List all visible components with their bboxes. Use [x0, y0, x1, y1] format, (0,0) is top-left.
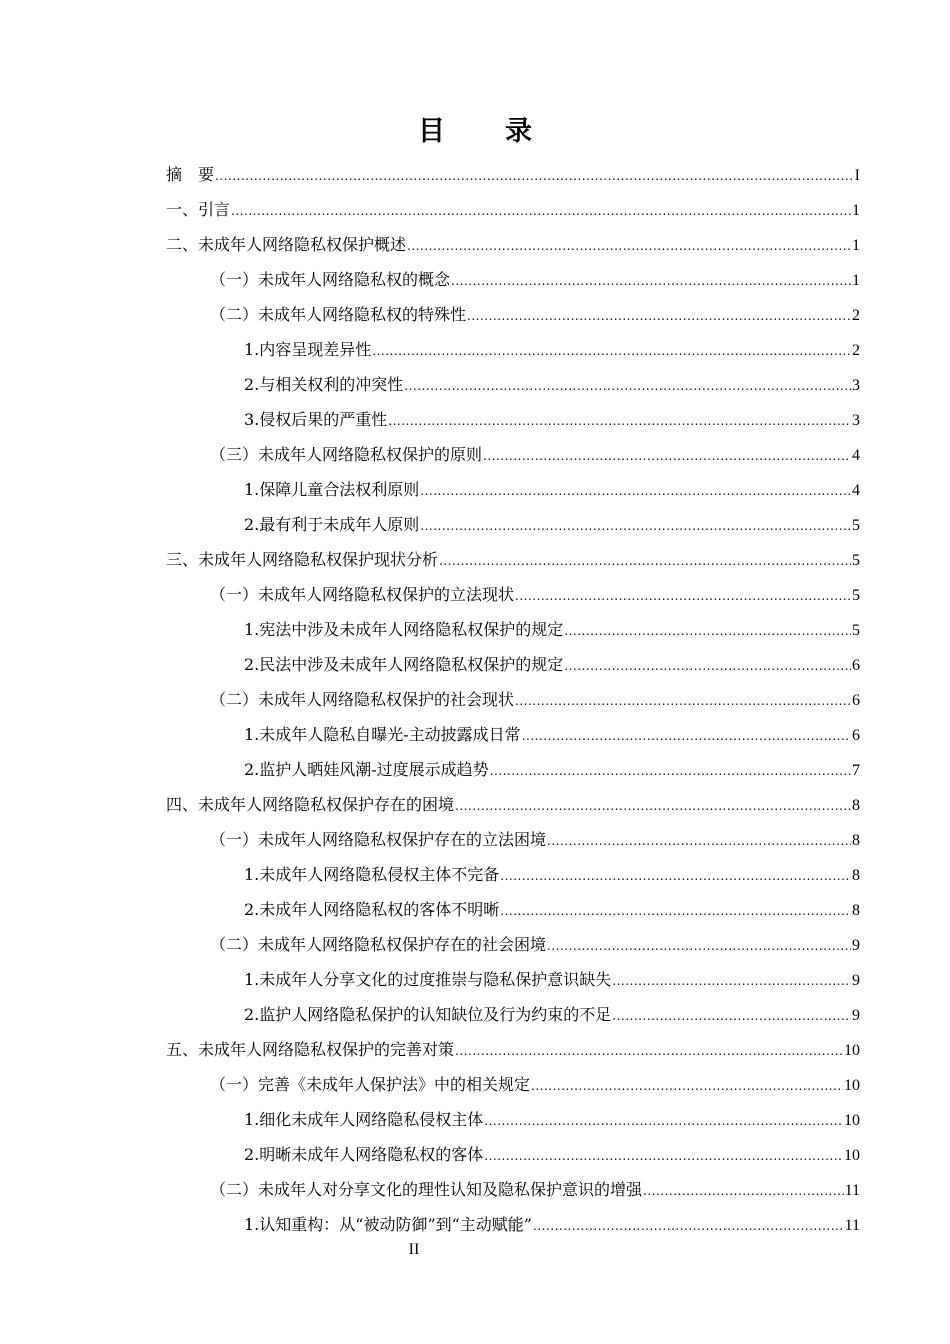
- toc-entry-label: 2.监护人网络隐私保护的认知缺位及行为约束的不足: [244, 1005, 612, 1024]
- toc-dot-leader: [215, 159, 854, 194]
- toc-entry[interactable]: [166, 262, 860, 297]
- toc-entry-label: 三、未成年人网络隐私权保护现状分析: [166, 550, 439, 569]
- toc-entry-label: 2.未成年人网络隐私权的客体不明晰: [244, 900, 500, 919]
- toc-dot-leader: [467, 299, 851, 334]
- toc-entry-page: 9: [852, 972, 860, 989]
- toc-entry-page: 4: [852, 447, 860, 464]
- toc-entry-page: 5: [852, 517, 860, 534]
- toc-entry-label: 五、未成年人网络隐私权保护的完善对策: [166, 1040, 455, 1059]
- toc-entry-page: 10: [844, 1077, 860, 1094]
- toc-entry[interactable]: [166, 787, 860, 822]
- toc-entry-label: 1.细化未成年人网络隐私侵权主体: [244, 1110, 484, 1129]
- toc-entry-page: 8: [852, 867, 860, 884]
- toc-entry-page: 7: [852, 762, 860, 779]
- toc-entry-label: （一）未成年人网络隐私权的概念: [210, 270, 451, 289]
- toc-entry-label: （二）未成年人对分享文化的理性认知及隐私保护意识的增强: [210, 1180, 643, 1199]
- toc-entry-label: 1.未成年人分享文化的过度推崇与隐私保护意识缺失: [244, 970, 612, 989]
- toc-entry-page: 6: [852, 657, 860, 674]
- toc-entry-page: 6: [852, 727, 860, 744]
- toc-dot-leader: [484, 1139, 843, 1174]
- toc-entry-label: （二）未成年人网络隐私权的特殊性: [210, 305, 467, 324]
- toc-entry-page: 4: [852, 482, 860, 499]
- toc-dot-leader: [564, 614, 851, 649]
- toc-dot-leader: [612, 964, 851, 999]
- toc-dot-leader: [420, 509, 851, 544]
- toc-dot-leader: [531, 1069, 843, 1104]
- toc-entry[interactable]: [166, 717, 860, 752]
- toc-entry[interactable]: [166, 857, 860, 892]
- table-of-contents: [166, 157, 860, 1242]
- toc-dot-leader: [407, 229, 851, 264]
- toc-entry-label: （一）未成年人网络隐私权保护存在的立法困境: [210, 830, 547, 849]
- toc-entry-page: 3: [852, 412, 860, 429]
- toc-entry[interactable]: [166, 437, 860, 472]
- toc-dot-leader: [547, 824, 851, 859]
- toc-entry-label: （二）未成年人网络隐私权保护的社会现状: [210, 690, 515, 709]
- toc-dot-leader: [439, 544, 851, 579]
- toc-entry-label: 2.最有利于未成年人原则: [244, 515, 420, 534]
- toc-entry-label: （三）未成年人网络隐私权保护的原则: [210, 445, 483, 464]
- toc-dot-leader: [643, 1174, 844, 1209]
- toc-entry-page: 8: [852, 832, 860, 849]
- toc-dot-leader: [451, 264, 851, 299]
- toc-entry-label: 2.民法中涉及未成年人网络隐私权保护的规定: [244, 655, 564, 674]
- toc-entry[interactable]: [166, 332, 860, 367]
- toc-entry[interactable]: [166, 612, 860, 647]
- toc-dot-leader: [515, 579, 851, 614]
- toc-entry-label: 2.明晰未成年人网络隐私权的客体: [244, 1145, 484, 1164]
- page-title: 目录: [418, 116, 592, 147]
- toc-entry[interactable]: [166, 1137, 860, 1172]
- toc-dot-leader: [500, 894, 851, 929]
- toc-dot-leader: [515, 684, 851, 719]
- toc-entry-page: 3: [852, 377, 860, 394]
- toc-dot-leader: [522, 719, 851, 754]
- page-number: II: [408, 1241, 420, 1258]
- toc-entry[interactable]: [166, 577, 860, 612]
- toc-entry-label: 3.侵权后果的严重性: [244, 410, 388, 429]
- toc-entry[interactable]: [166, 752, 860, 787]
- toc-dot-leader: [490, 754, 851, 789]
- toc-entry-page: 10: [844, 1112, 860, 1129]
- toc-entry-page: 2: [852, 307, 860, 324]
- toc-dot-leader: [483, 439, 851, 474]
- toc-entry-label: 1.内容呈现差异性: [244, 340, 372, 359]
- toc-entry-label: 1.宪法中涉及未成年人网络隐私权保护的规定: [244, 620, 564, 639]
- toc-entry[interactable]: [166, 1172, 860, 1207]
- toc-entry-page: I: [854, 167, 860, 184]
- toc-dot-leader: [612, 999, 851, 1034]
- toc-dot-leader: [455, 1034, 843, 1069]
- toc-entry-page: 5: [852, 587, 860, 604]
- toc-entry[interactable]: [166, 962, 860, 997]
- toc-entry-label: （二）未成年人网络隐私权保护存在的社会困境: [210, 935, 547, 954]
- toc-entry-page: 9: [852, 937, 860, 954]
- toc-entry[interactable]: [166, 1032, 860, 1067]
- toc-dot-leader: [231, 194, 851, 229]
- toc-entry[interactable]: [166, 892, 860, 927]
- toc-entry-label: 1.保障儿童合法权利原则: [244, 480, 420, 499]
- toc-entry-page: 8: [852, 902, 860, 919]
- toc-entry-page: 9: [852, 1007, 860, 1024]
- toc-entry-label: 2.监护人晒娃风潮-过度展示成趋势: [244, 760, 489, 779]
- toc-dot-leader: [500, 859, 851, 894]
- toc-entry-label: 二、未成年人网络隐私权保护概述: [166, 235, 407, 254]
- toc-entry-label: 四、未成年人网络隐私权保护存在的困境: [166, 795, 455, 814]
- toc-dot-leader: [564, 649, 851, 684]
- toc-entry-page: 10: [844, 1147, 860, 1164]
- toc-entry-page: 1: [852, 272, 860, 289]
- toc-entry[interactable]: [166, 927, 860, 962]
- toc-entry[interactable]: [166, 542, 860, 577]
- toc-entry[interactable]: [166, 227, 860, 262]
- toc-entry-label: 1.未成年人隐私自曝光-主动披露成日常: [244, 725, 521, 744]
- toc-dot-leader: [372, 334, 851, 369]
- toc-entry-page: 6: [852, 692, 860, 709]
- toc-dot-leader: [455, 789, 851, 824]
- toc-entry[interactable]: [166, 192, 860, 227]
- toc-entry-page: 5: [852, 552, 860, 569]
- toc-entry[interactable]: [166, 1207, 860, 1242]
- toc-entry-page: 11: [844, 1217, 860, 1234]
- toc-entry[interactable]: [166, 297, 860, 332]
- toc-entry-label: 2.与相关权利的冲突性: [244, 375, 404, 394]
- toc-entry-label: 1.未成年人网络隐私侵权主体不完备: [244, 865, 500, 884]
- toc-entry-page: 1: [852, 202, 860, 219]
- toc-entry-page: 1: [852, 237, 860, 254]
- toc-entry[interactable]: [166, 997, 860, 1032]
- toc-dot-leader: [420, 474, 851, 509]
- toc-dot-leader: [484, 1104, 843, 1139]
- toc-entry-page: 5: [852, 622, 860, 639]
- toc-entry[interactable]: [166, 507, 860, 542]
- toc-entry[interactable]: [166, 367, 860, 402]
- toc-entry-label: 一、引言: [166, 200, 231, 219]
- toc-entry-page: 2: [852, 342, 860, 359]
- toc-entry-page: 11: [844, 1182, 860, 1199]
- toc-entry[interactable]: [166, 1067, 860, 1102]
- toc-entry-label: （一）完善《未成年人保护法》中的相关规定: [210, 1075, 531, 1094]
- toc-entry[interactable]: [166, 647, 860, 682]
- toc-entry[interactable]: [166, 822, 860, 857]
- toc-dot-leader: [547, 929, 851, 964]
- toc-entry-label: （一）未成年人网络隐私权保护的立法现状: [210, 585, 515, 604]
- toc-dot-leader: [404, 369, 851, 404]
- toc-dot-leader: [388, 404, 851, 439]
- toc-entry[interactable]: [166, 1102, 860, 1137]
- toc-entry-label: 1.认知重构：从“被动防御”到“主动赋能”: [244, 1215, 532, 1234]
- toc-entry[interactable]: [166, 157, 860, 192]
- toc-entry[interactable]: [166, 682, 860, 717]
- toc-entry-page: 8: [852, 797, 860, 814]
- toc-entry[interactable]: [166, 402, 860, 437]
- toc-entry-page: 10: [844, 1042, 860, 1059]
- toc-entry-label: 摘 要: [166, 165, 215, 184]
- toc-entry[interactable]: [166, 472, 860, 507]
